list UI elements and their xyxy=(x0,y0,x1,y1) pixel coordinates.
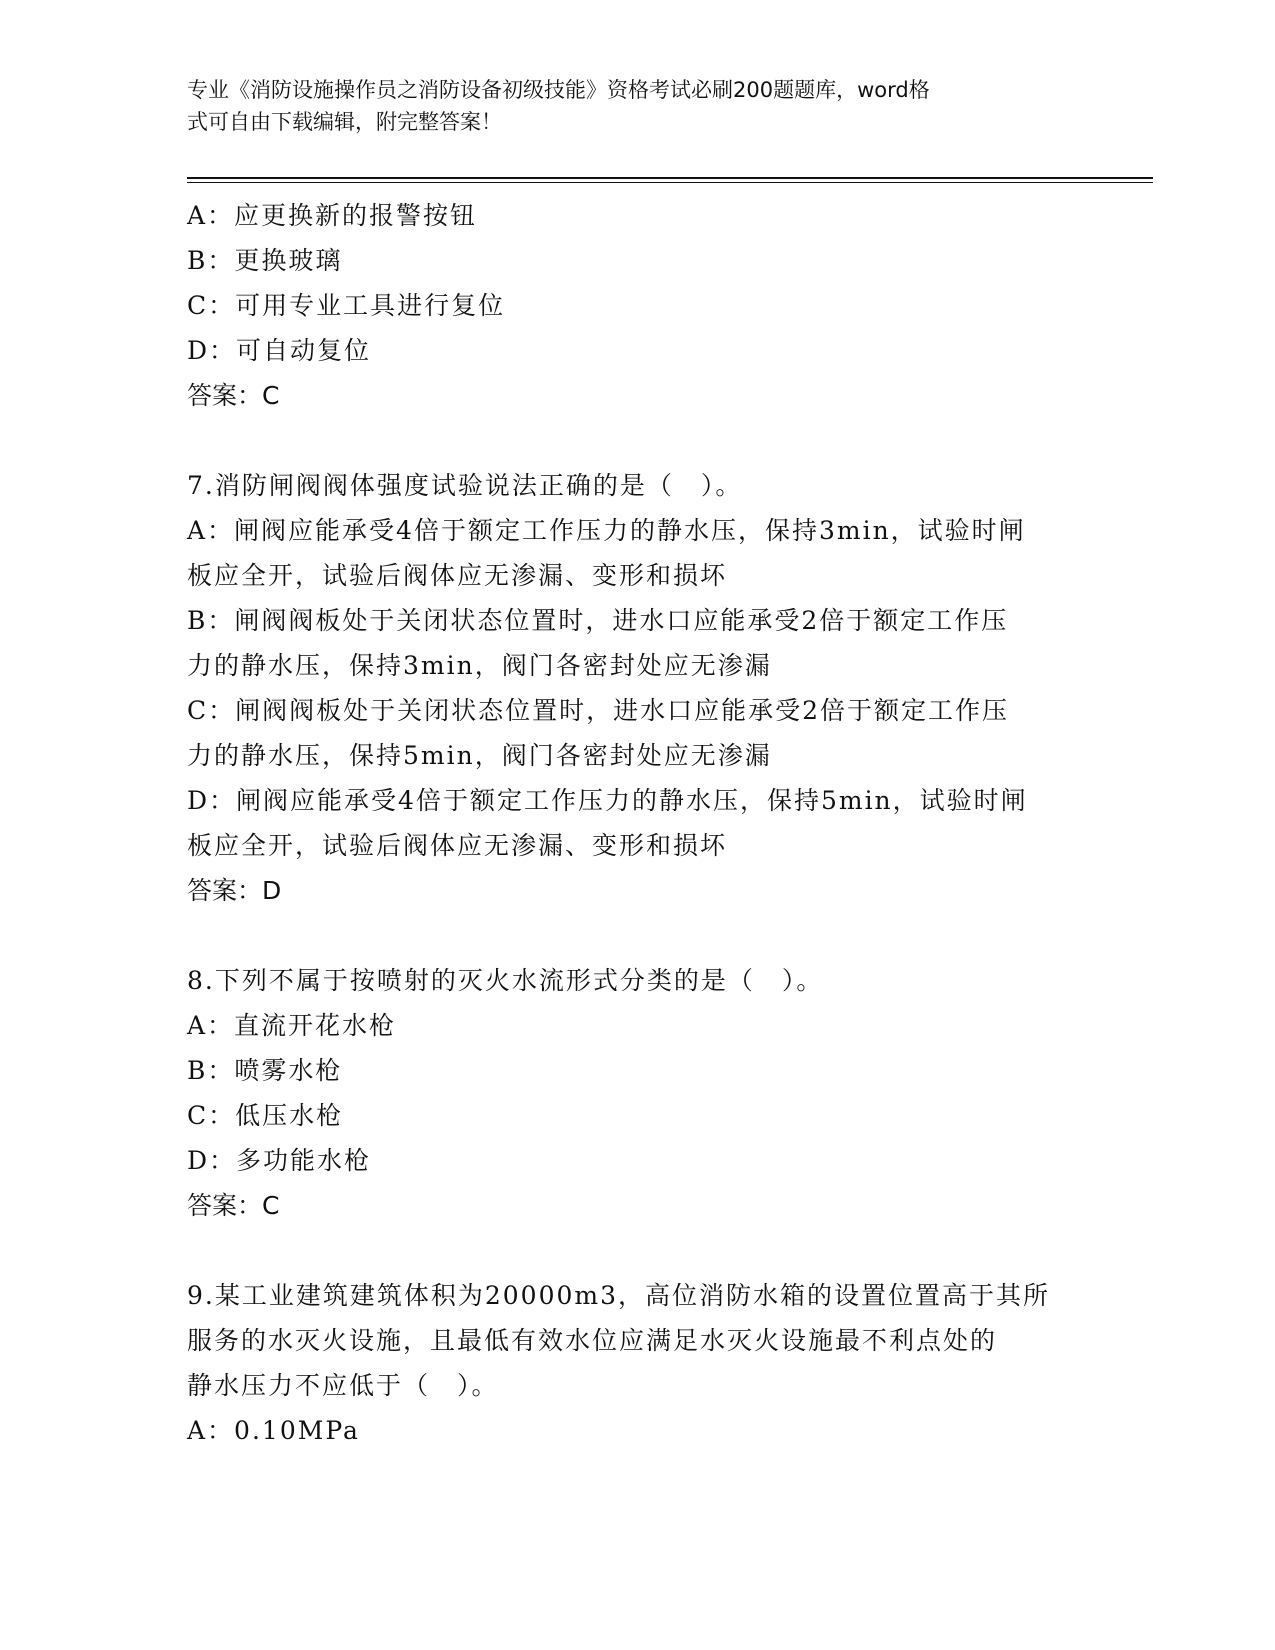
spacer xyxy=(187,1228,1087,1273)
option-line: D：闸阀应能承受4倍于额定工作压力的静水压，保持5min，试验时闸 xyxy=(187,786,1028,815)
option-line: C：闸阀阀板处于关闭状态位置时，进水口应能承受2倍于额定工作压 xyxy=(187,696,1010,725)
option-line: A：直流开花水枪 xyxy=(187,1011,397,1040)
option-line: A：应更换新的报警按钮 xyxy=(187,201,478,230)
spacer xyxy=(187,418,1087,463)
header-line: 式可自由下载编辑，附完整答案！ xyxy=(187,110,502,134)
header-line: 专业《消防设施操作员之消防设备初级技能》资格考试必刷200题题库，word格 xyxy=(187,78,930,102)
option-line: B：闸阀阀板处于关闭状态位置时，进水口应能承受2倍于额定工作压 xyxy=(187,606,1009,635)
question-stem: 8.下列不属于按喷射的灭火水流形式分类的是（ ）。 xyxy=(187,966,824,995)
answer-line: 答案：C xyxy=(187,381,280,410)
answer-line: 答案：C xyxy=(187,1191,280,1220)
option-line: B：更换玻璃 xyxy=(187,246,343,275)
header-divider xyxy=(187,177,1153,179)
question-stem: 静水压力不应低于（ ）。 xyxy=(187,1371,499,1400)
option-line: 力的静水压，保持3min，阀门各密封处应无渗漏 xyxy=(187,651,772,680)
option-line: A：0.10MPa xyxy=(187,1416,360,1445)
option-line: 力的静水压，保持5min，阀门各密封处应无渗漏 xyxy=(187,741,772,770)
option-line: D：多功能水枪 xyxy=(187,1146,372,1175)
question-stem: 9.某工业建筑建筑体积为20000m3，高位消防水箱的设置位置高于其所 xyxy=(187,1281,1050,1310)
option-line: 板应全开，试验后阀体应无渗漏、变形和损坏 xyxy=(187,831,728,860)
option-line: 板应全开，试验后阀体应无渗漏、变形和损坏 xyxy=(187,561,728,590)
document-header xyxy=(187,74,1067,138)
option-line: A：闸阀应能承受4倍于额定工作压力的静水压，保持3min，试验时闸 xyxy=(187,516,1026,545)
spacer xyxy=(187,913,1087,958)
option-line: B：喷雾水枪 xyxy=(187,1056,343,1085)
question-stem: 7.消防闸阀阀体强度试验说法正确的是（ ）。 xyxy=(187,471,743,500)
answer-line: 答案：D xyxy=(187,876,282,905)
option-line: C：可用专业工具进行复位 xyxy=(187,291,506,320)
option-line: D：可自动复位 xyxy=(187,336,372,365)
header-divider xyxy=(187,182,1153,183)
question-stem: 服务的水灭火设施，且最低有效水位应满足水灭火设施最不利点处的 xyxy=(187,1326,998,1355)
option-line: C：低压水枪 xyxy=(187,1101,344,1130)
question-list xyxy=(187,193,1087,1453)
